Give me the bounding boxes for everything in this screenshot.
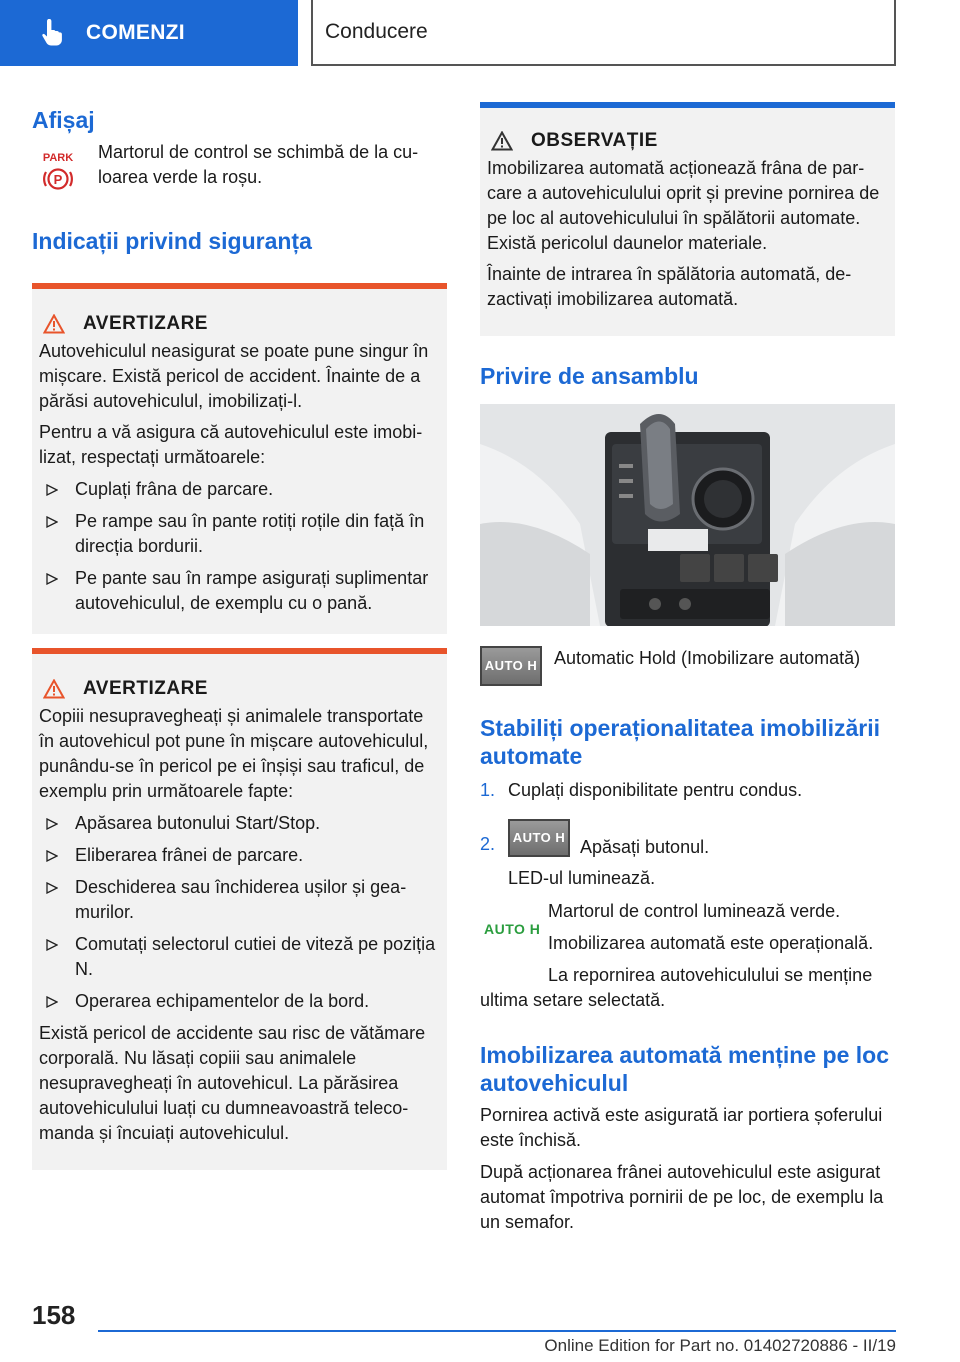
right-column [480, 102, 895, 1235]
warning-triangle-icon [43, 679, 65, 699]
triangle-bullet-icon [46, 939, 58, 951]
warning1-list [39, 477, 440, 616]
auto-hold-row [480, 646, 895, 686]
safety-heading: Indicații privind siguranța [32, 228, 312, 254]
caution-triangle-icon [491, 131, 513, 151]
triangle-bullet-icon [46, 484, 58, 496]
center-console-image [480, 404, 895, 626]
page-number: 158 [32, 1300, 76, 1330]
establish-heading: Stabiliți operaționalitatea imobilizării automate [480, 715, 881, 769]
left-column [32, 100, 447, 1170]
warning1-p1: Autovehiculul neasigurat se poate pune singur în mișcare. Există pericol de accident. Înainte de a părăsi autovehiculul, imobilizați-l. [39, 341, 429, 411]
note-box [480, 102, 895, 336]
list-item: Operarea echipamentelor de la bord. [39, 989, 440, 1014]
hand-pointer-icon [40, 19, 64, 47]
step-item: 1. Cuplați disponibilitate pentru condus. [480, 780, 803, 800]
hold-heading: Imobilizarea automată menține pe loc autovehiculul [480, 1042, 889, 1096]
list-item: Eliberarea frânei de parcare. [39, 843, 440, 868]
step-item: 2. AUTO H Apăsați butonul. [480, 815, 895, 860]
warning-title-1 [39, 313, 440, 335]
triangle-bullet-icon [46, 996, 58, 1008]
hold-p2: După acționarea frânei autovehiculul este asigurat automat împotriva pornirii de pe loc, de exemplu la un semafor. [480, 1162, 884, 1232]
list-item: Comutați selectorul cutiei de viteză pe poziția N. [39, 932, 440, 982]
svg-text:P: P [53, 172, 63, 187]
warning-title-text-1: AVERTIZARE [83, 313, 208, 334]
auto-hold-button[interactable]: AUTO H [480, 646, 542, 686]
triangle-bullet-icon [46, 516, 58, 528]
note-p1: Imobilizarea automată acționează frâna de parcare a autovehiculului oprit și previne pornirea de pe loc al autovehiculului în spălătorii automate. Există pericolul daunelor materiale. [487, 158, 880, 253]
triangle-bullet-icon [46, 573, 58, 585]
auto-hold-button-inline[interactable]: AUTO H [508, 819, 570, 857]
display-indicator-row [32, 140, 447, 197]
note-title-text: OBSERVAȚIE [531, 130, 658, 151]
auto-hold-indicator-icon: AUTO H [484, 921, 541, 937]
led-text: LED-ul luminează. [508, 868, 656, 888]
triangle-bullet-icon [46, 850, 58, 862]
warning-title-text-2: AVERTIZARE [83, 678, 208, 699]
note-p2: Înainte de intrarea în spălătoria automată, dezactivați imobilizarea automată. [487, 264, 852, 309]
list-item: Deschiderea sau închiderea ușilor și geamurilor. [39, 875, 440, 925]
park-brake-icon [38, 150, 78, 192]
warning-box-1 [32, 283, 447, 634]
hold-p1: Pornirea activă este asigurată iar portiera șoferului este închisă. [480, 1105, 883, 1150]
svg-text:PARK: PARK [42, 152, 74, 164]
warning-triangle-icon [43, 314, 65, 334]
list-item: Cuplați frâna de parcare. [39, 477, 440, 502]
warning-box-2 [32, 648, 447, 1170]
auto-hold-caption: Automatic Hold (Imobilizare automată) [554, 648, 861, 668]
steps-list [480, 778, 895, 860]
chapter-tab-label: COMENZI [86, 21, 185, 44]
edition-text: Online Edition for Part no. 01402720886 - II/19 [544, 1336, 896, 1355]
indicator-line1: Martorul de control luminează verde. [548, 901, 841, 921]
indicator-line2: Imobilizarea automată este operațională. [548, 933, 874, 953]
overview-heading: Privire de ansamblu [480, 363, 699, 389]
warning-title-2 [39, 678, 440, 700]
indicator-line3: La repornirea autovehiculului se menține ultima setare selectată. [480, 965, 873, 1010]
triangle-bullet-icon [46, 818, 58, 830]
footer-divider [98, 1330, 896, 1332]
chapter-title: Conducere [311, 0, 896, 66]
warning2-p2: Există pericol de accidente sau risc de vătămare corporală. Nu lăsați copiii sau animalele nesupravegheați în autovehicul. La părăsirea autovehiculului luați cu dumneavoastră telecomanda și încuiați autovehiculul. [39, 1023, 426, 1143]
warning2-p1: Copiii nesupravegheați și animalele transportate în autovehicul pot pune în mișcare autovehiculul, punându-se în pericol pe ei înșiși sau traficul, de exemplu prin următoarele fapte: [39, 706, 429, 801]
chapter-tab[interactable] [0, 0, 298, 66]
note-title [487, 130, 888, 152]
warning2-list [39, 811, 440, 1014]
list-item: Pe pante sau în rampe asigurați suplimentar autovehiculul, de exemplu cu o pană. [39, 566, 440, 616]
warning1-p2: Pentru a vă asigura că autovehiculul este imobilizat, respectați următoarele: [39, 422, 423, 467]
display-heading: Afișaj [32, 107, 95, 133]
list-item: Apăsarea butonului Start/Stop. [39, 811, 440, 836]
list-item: Pe rampe sau în pante rotiți roțile din față în direcția bordurii. [39, 509, 440, 559]
display-text: Martorul de control se schimbă de la culoarea verde la roșu. [98, 142, 419, 187]
triangle-bullet-icon [46, 882, 58, 894]
indicator-block [480, 899, 895, 1013]
